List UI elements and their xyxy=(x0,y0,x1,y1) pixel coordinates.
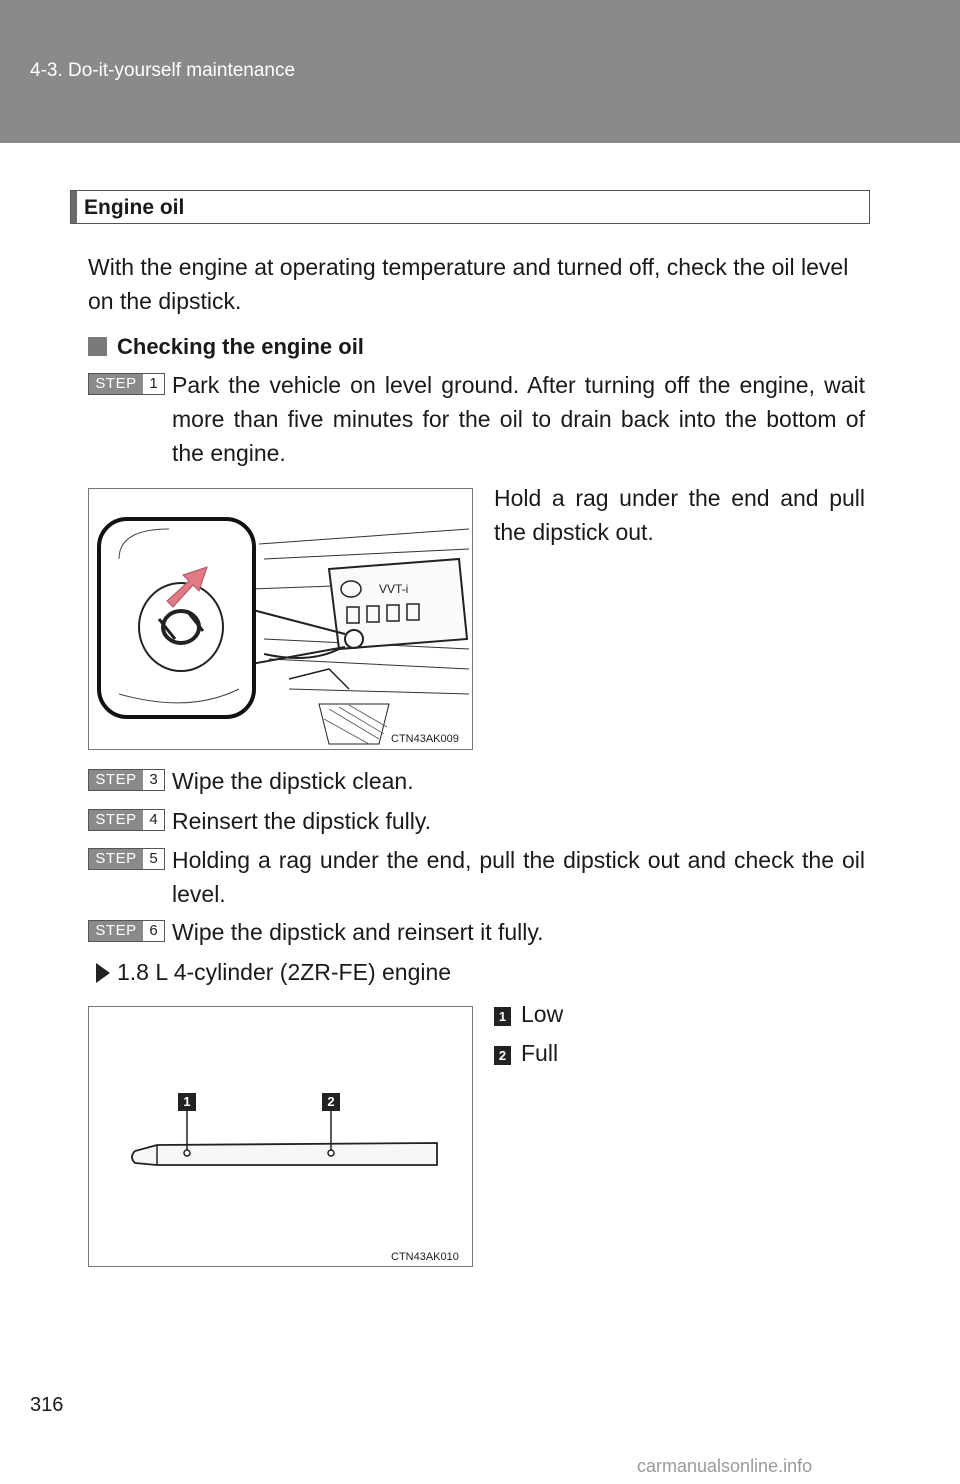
step-number: 3 xyxy=(143,770,164,790)
step-5-text: Holding a rag under the end, pull the dipstick out and check the oil level. xyxy=(172,847,865,907)
step-3-text: Wipe the dipstick clean. xyxy=(172,768,414,794)
marker-low-icon: 1 xyxy=(183,1094,191,1109)
step-label: STEP xyxy=(89,849,143,869)
figure-code: CTN43AK009 xyxy=(391,733,459,745)
legend-marker-icon: 1 xyxy=(494,1007,511,1026)
step-label: STEP xyxy=(89,921,143,941)
page-number: 316 xyxy=(30,1394,64,1416)
step-badge-3 xyxy=(88,769,165,791)
step-6-text: Wipe the dipstick and reinsert it fully. xyxy=(172,919,544,945)
engine-dipstick-figure xyxy=(88,488,473,750)
legend-marker-icon: 2 xyxy=(494,1046,511,1065)
section-heading xyxy=(70,190,870,224)
svg-text:VVT-i: VVT-i xyxy=(379,582,409,596)
legend-label: Low xyxy=(521,1001,564,1027)
header-section-title: 4-3. Do-it-yourself maintenance xyxy=(30,60,296,81)
step-2-text: Hold a rag under the end and pull the dipstick out. xyxy=(494,485,865,545)
subheading-square-icon xyxy=(88,337,107,356)
step-badge-6 xyxy=(88,920,165,942)
section-heading-bar xyxy=(71,191,77,223)
step-number: 4 xyxy=(143,810,164,830)
step-badge-5 xyxy=(88,848,165,870)
bullet-arrow-icon xyxy=(96,963,110,983)
step-number: 1 xyxy=(143,374,164,394)
subheading-text: Checking the engine oil xyxy=(117,334,364,359)
subheading xyxy=(88,330,364,364)
legend-item-low xyxy=(494,999,563,1029)
marker-full-icon: 2 xyxy=(327,1094,335,1109)
dipstick-level-figure xyxy=(88,1006,473,1267)
dipstick-illustration xyxy=(89,1007,472,1266)
watermark: carmanualsonline.info xyxy=(637,1456,813,1476)
step-1-text: Park the vehicle on level ground. After turning off the engine, wait more than five minutes for the oil to drain back into the bottom of the engine. xyxy=(172,372,865,466)
step-label: STEP xyxy=(89,810,143,830)
engine-variant-label: 1.8 L 4-cylinder (2ZR-FE) engine xyxy=(117,959,452,985)
section-title: Engine oil xyxy=(84,196,185,219)
legend-label: Full xyxy=(521,1040,559,1066)
step-label: STEP xyxy=(89,770,143,790)
step-number: 6 xyxy=(143,921,164,941)
step-label: STEP xyxy=(89,374,143,394)
engine-illustration xyxy=(89,489,472,749)
step-badge-1 xyxy=(88,373,165,395)
page-header xyxy=(0,0,960,143)
intro-paragraph: With the engine at operating temperature and turned off, check the oil level on the dipstick. xyxy=(88,254,849,314)
figure-code: CTN43AK010 xyxy=(391,1251,459,1263)
step-number: 5 xyxy=(143,849,164,869)
legend-item-full xyxy=(494,1038,558,1068)
step-4-text: Reinsert the dipstick fully. xyxy=(172,808,432,834)
step-badge-4 xyxy=(88,809,165,831)
